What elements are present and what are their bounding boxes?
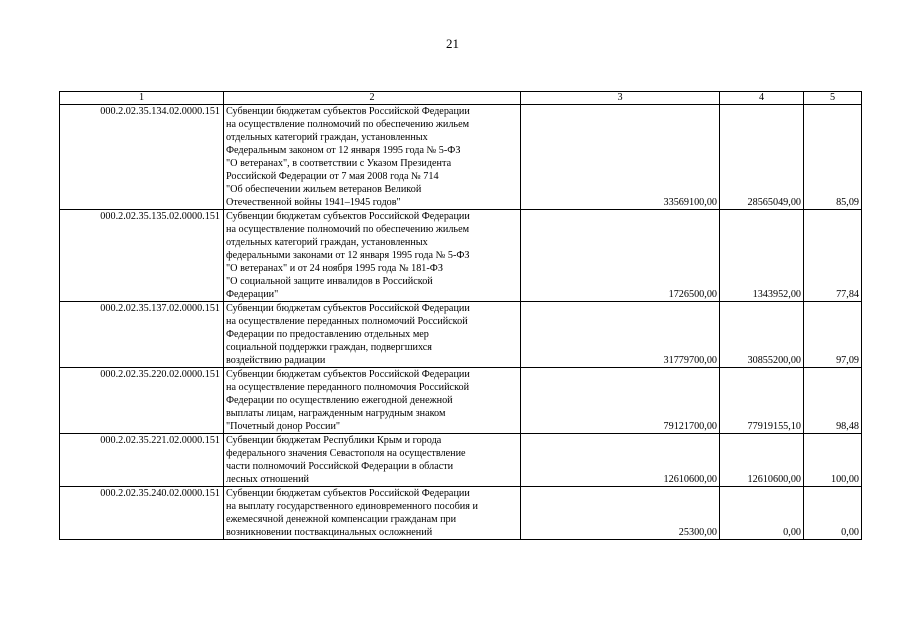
table-row: [60, 302, 862, 368]
description-line: федеральными законами от 12 января 1995 года № 5-ФЗ: [226, 250, 470, 261]
executed-amount-cell: 0,00: [720, 487, 804, 540]
planned-amount-cell: 12610600,00: [521, 434, 720, 487]
table-row: [60, 434, 862, 487]
column-header-2: 2: [224, 92, 521, 105]
description-line: Субвенции бюджетам субъектов Российской Федерации: [226, 369, 470, 380]
description-line: Российской Федерации от 7 мая 2008 года № 714: [226, 171, 439, 182]
executed-amount-cell: 30855200,00: [720, 302, 804, 368]
column-header-5: 5: [804, 92, 862, 105]
percent-cell: 85,09: [804, 105, 862, 210]
column-header-3: 3: [521, 92, 720, 105]
description-line: части полномочий Российской Федерации в области: [226, 461, 454, 472]
revenue-code-cell: 000.2.02.35.134.02.0000.151: [60, 105, 224, 210]
percent-cell: 0,00: [804, 487, 862, 540]
description-cell: [224, 434, 521, 487]
table-row: [60, 368, 862, 434]
description-cell: [224, 210, 521, 302]
description-line: возникновении поствакцинальных осложнений: [226, 527, 433, 538]
description-line: "О социальной защите инвалидов в Российской: [226, 276, 433, 287]
description-line: отдельных категорий граждан, установленных: [226, 132, 428, 143]
executed-amount-cell: 77919155,10: [720, 368, 804, 434]
description-line: лесных отношений: [226, 474, 309, 485]
description-line: отдельных категорий граждан, установленных: [226, 237, 428, 248]
description-line: "О ветеранах", в соответствии с Указом Президента: [226, 158, 452, 169]
description-line: Субвенции бюджетам субъектов Российской Федерации: [226, 488, 470, 499]
description-line: "Об обеспечении жильем ветеранов Великой: [226, 184, 422, 195]
executed-amount-cell: 1343952,00: [720, 210, 804, 302]
description-line: федерального значения Севастополя на осуществление: [226, 448, 466, 459]
planned-amount-cell: 31779700,00: [521, 302, 720, 368]
description-line: выплаты лицам, награжденным нагрудным знаком: [226, 408, 446, 419]
percent-cell: 100,00: [804, 434, 862, 487]
planned-amount-cell: 33569100,00: [521, 105, 720, 210]
revenue-code-cell: 000.2.02.35.240.02.0000.151: [60, 487, 224, 540]
description-cell: [224, 368, 521, 434]
planned-amount-cell: 1726500,00: [521, 210, 720, 302]
description-cell: [224, 487, 521, 540]
description-line: Отечественной войны 1941–1945 годов": [226, 197, 401, 208]
description-cell: [224, 302, 521, 368]
description-line: Субвенции бюджетам субъектов Российской Федерации: [226, 106, 470, 117]
description-line: Федерации по предоставлению отдельных мер: [226, 329, 429, 340]
percent-cell: 97,09: [804, 302, 862, 368]
description-cell: [224, 105, 521, 210]
planned-amount-cell: 79121700,00: [521, 368, 720, 434]
description-line: Субвенции бюджетам субъектов Российской Федерации: [226, 211, 470, 222]
description-line: на осуществление полномочий по обеспечению жильем: [226, 119, 470, 130]
description-line: ежемесячной денежной компенсации гражданам при: [226, 514, 457, 525]
percent-cell: 77,84: [804, 210, 862, 302]
description-line: на осуществление полномочий по обеспечению жильем: [226, 224, 470, 235]
executed-amount-cell: 12610600,00: [720, 434, 804, 487]
description-line: "Почетный донор России": [226, 421, 341, 432]
header-row: [60, 92, 862, 105]
table-row: [60, 105, 862, 210]
percent-cell: 98,48: [804, 368, 862, 434]
description-line: на осуществление переданного полномочия Российской: [226, 382, 470, 393]
description-line: социальной поддержки граждан, подвергшихся: [226, 342, 432, 353]
revenue-code-cell: 000.2.02.35.135.02.0000.151: [60, 210, 224, 302]
page-number: 21: [446, 36, 459, 51]
executed-amount-cell: 28565049,00: [720, 105, 804, 210]
description-line: Федерации": [226, 289, 279, 300]
revenue-code-cell: 000.2.02.35.221.02.0000.151: [60, 434, 224, 487]
description-line: на осуществление переданных полномочий Российской: [226, 316, 468, 327]
column-header-1: 1: [60, 92, 224, 105]
revenue-code-cell: 000.2.02.35.220.02.0000.151: [60, 368, 224, 434]
description-line: Субвенции бюджетам Республики Крым и города: [226, 435, 442, 446]
description-line: на выплату государственного единовременного пособия и: [226, 501, 478, 512]
budget-table: [59, 91, 862, 540]
table-body: [60, 105, 862, 540]
description-line: "О ветеранах" и от 24 ноября 1995 года № 181-ФЗ: [226, 263, 443, 274]
description-line: Субвенции бюджетам субъектов Российской Федерации: [226, 303, 470, 314]
description-line: Федеральным законом от 12 января 1995 года № 5-ФЗ: [226, 145, 461, 156]
description-line: Федерации по осуществлению ежегодной денежной: [226, 395, 453, 406]
table-row: [60, 487, 862, 540]
planned-amount-cell: 25300,00: [521, 487, 720, 540]
revenue-code-cell: 000.2.02.35.137.02.0000.151: [60, 302, 224, 368]
description-line: воздействию радиации: [226, 355, 326, 366]
column-header-4: 4: [720, 92, 804, 105]
table-row: [60, 210, 862, 302]
